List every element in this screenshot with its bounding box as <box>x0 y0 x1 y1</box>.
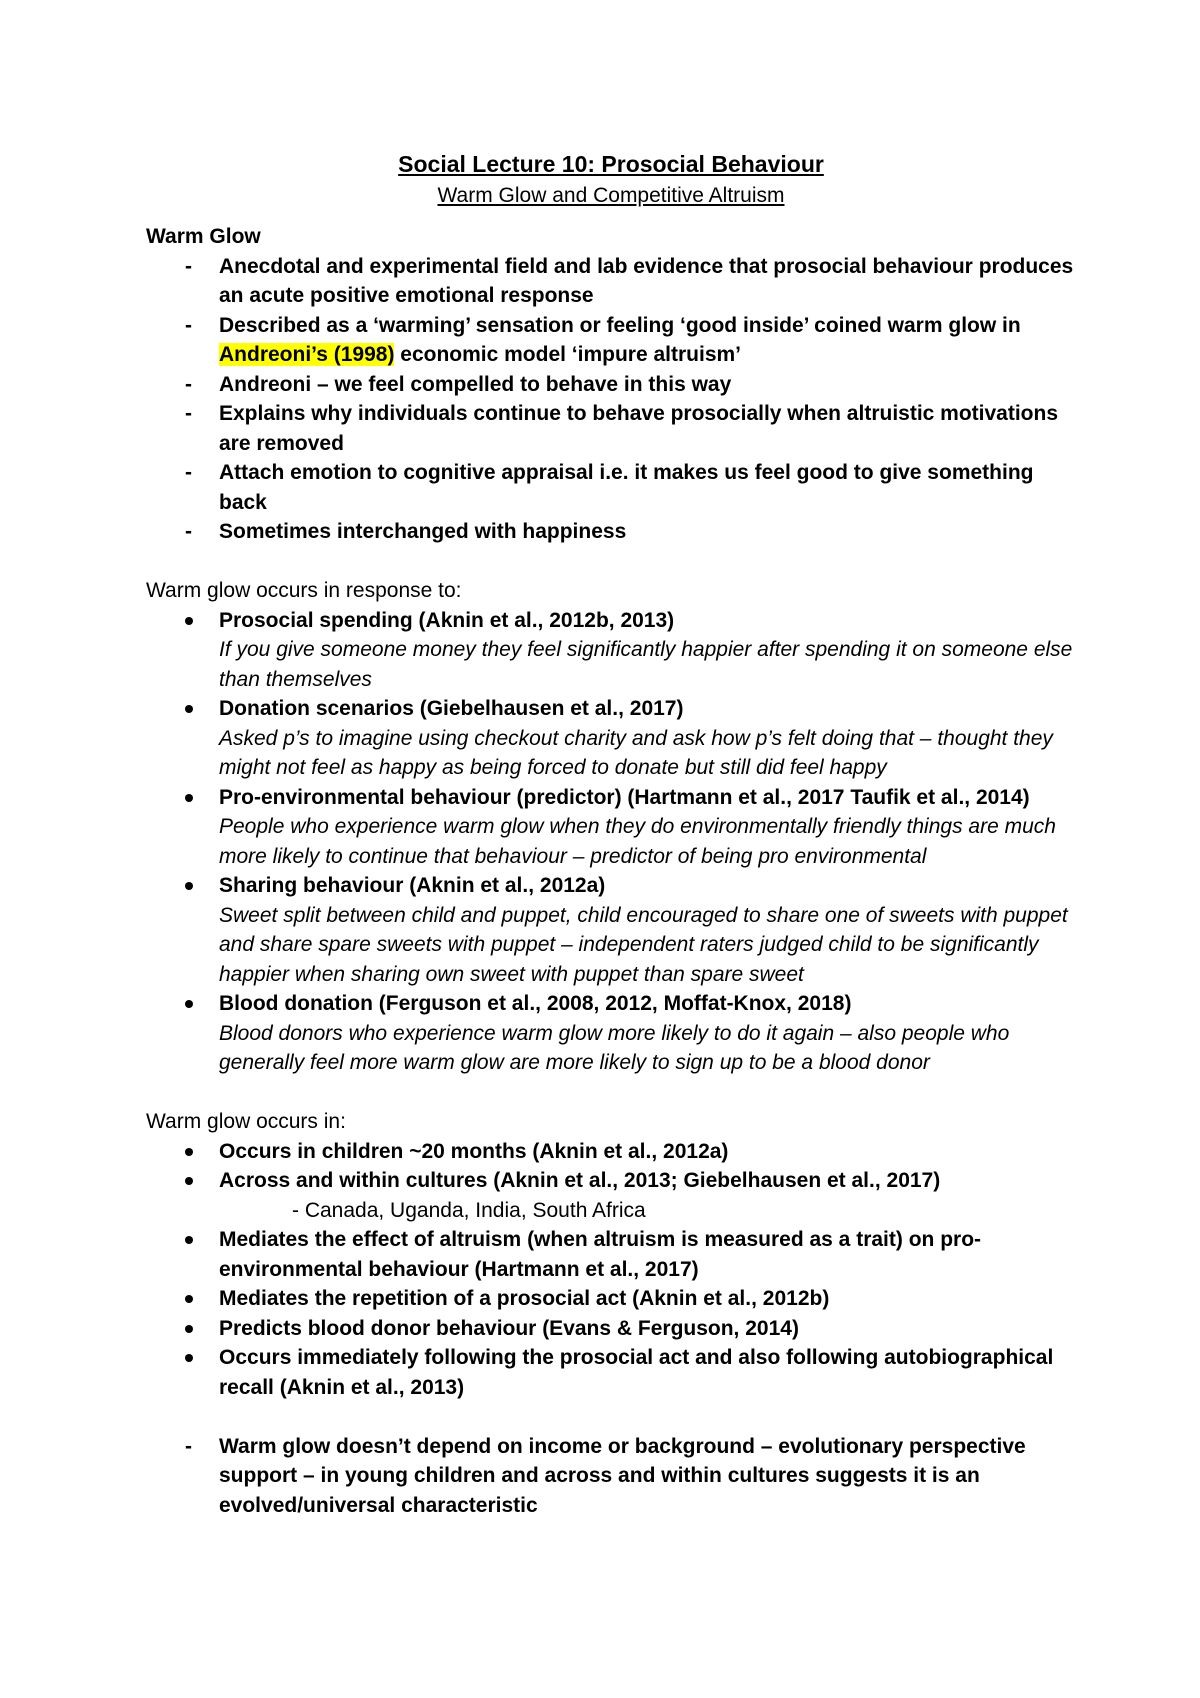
list-item-text-after: economic model ‘impure altruism’ <box>394 343 742 366</box>
list-item-sub-detail: - Canada, Uganda, India, South Africa <box>292 1198 646 1222</box>
list-item-label: Occurs immediately following the prosocial act and also following autobiographical recall (Aknin et al., 2013) <box>219 1346 1054 1399</box>
list-item-text-before: Described as a ‘warming’ sensation or feeling ‘good inside’ coined warm glow in <box>219 313 1021 337</box>
list-item <box>146 694 1076 783</box>
conclusion-list <box>146 1432 1076 1521</box>
list-item-text: Andreoni – we feel compelled to behave in this way <box>219 372 732 396</box>
section-heading-occurs-in: Warm glow occurs in: <box>146 1110 346 1133</box>
dash-marker <box>185 252 205 282</box>
list-item-text: Anecdotal and experimental field and lab evidence that prosocial behaviour produces an acute positive emotional response <box>219 254 1074 307</box>
document-content <box>146 148 1076 1520</box>
list-item-detail: Blood donors who experience warm glow more likely to do it again – also people who generally feel more warm glow are more likely to sign up to be a blood donor <box>219 1021 1010 1074</box>
list-item-label: Across and within cultures (Aknin et al., 2013; Giebelhausen et al., 2017) <box>219 1169 941 1192</box>
list-item <box>146 1284 1076 1314</box>
list-item <box>146 399 1076 458</box>
list-item <box>146 1432 1076 1521</box>
list-item-label: Mediates the repetition of a prosocial act (Aknin et al., 2012b) <box>219 1287 830 1310</box>
warm-glow-list <box>146 252 1076 547</box>
dash-marker <box>185 370 205 400</box>
list-item <box>146 458 1076 517</box>
dash-marker <box>185 458 205 488</box>
dash-marker <box>185 517 205 547</box>
list-item <box>146 311 1076 370</box>
dash-marker <box>185 311 205 341</box>
conclusion-text: Warm glow doesn’t depend on income or background – evolutionary perspective support – in young children and across and within cultures suggests it is an evolved/universal characteristic <box>219 1434 1026 1517</box>
list-item-detail: Asked p’s to imagine using checkout charity and ask how p’s felt doing that – thought they might not feel as happy as being forced to donate but still did feel happy <box>219 726 1053 779</box>
list-item-text: Explains why individuals continue to behave prosocially when altruistic motivations are removed <box>219 402 1059 455</box>
response-to-list <box>146 606 1076 1078</box>
section-heading-response-to: Warm glow occurs in response to: <box>146 579 462 602</box>
list-item-label: Prosocial spending (Aknin et al., 2012b, 2013) <box>219 608 675 632</box>
section-heading-warm-glow: Warm Glow <box>146 225 261 248</box>
list-item-text: Sometimes interchanged with happiness <box>219 520 627 543</box>
list-item-label: Pro-environmental behaviour (predictor) (Hartmann et al., 2017 Taufik et al., 2014) <box>219 785 1030 809</box>
list-item <box>146 783 1076 872</box>
dash-marker <box>185 1432 205 1462</box>
spacer <box>146 547 1076 577</box>
list-item-label: Mediates the effect of altruism (when altruism is measured as a trait) on pro-environmental behaviour (Hartmann et al., 2017) <box>219 1228 982 1281</box>
list-item <box>146 606 1076 695</box>
spacer <box>146 1402 1076 1432</box>
highlighted-citation: Andreoni’s (1998) <box>219 343 395 366</box>
list-item-label: Donation scenarios (Giebelhausen et al., 2017) <box>219 697 684 720</box>
list-item-detail: People who experience warm glow when they do environmentally friendly things are much more likely to continue that behaviour – predictor of being pro environmental <box>219 815 1056 868</box>
list-item <box>146 252 1076 311</box>
list-item <box>146 1166 1076 1225</box>
list-item <box>146 517 1076 547</box>
dash-marker <box>185 399 205 429</box>
list-item-detail: Sweet split between child and puppet, child encouraged to share one of sweets with puppet and share spare sweets with puppet – independent raters judged child to be significantly happier when sharing own sweet with puppet than spare sweet <box>219 903 1068 986</box>
list-item-text: Attach emotion to cognitive appraisal i.e. it makes us feel good to give something back <box>219 461 1034 514</box>
list-item <box>146 1343 1076 1402</box>
occurs-in-list <box>146 1137 1076 1403</box>
list-item-label: Occurs in children ~20 months (Aknin et al., 2012a) <box>219 1139 729 1163</box>
list-item <box>146 989 1076 1078</box>
list-item <box>146 1314 1076 1344</box>
list-item-label: Predicts blood donor behaviour (Evans & Ferguson, 2014) <box>219 1316 799 1340</box>
list-item-label: Sharing behaviour (Aknin et al., 2012a) <box>219 874 606 897</box>
spacer <box>146 1078 1076 1108</box>
list-item <box>146 871 1076 989</box>
list-item-label: Blood donation (Ferguson et al., 2008, 2012, Moffat-Knox, 2018) <box>219 992 852 1015</box>
document-subtitle: Warm Glow and Competitive Altruism <box>437 184 785 207</box>
document-title: Social Lecture 10: Prosocial Behaviour <box>398 151 824 177</box>
list-item <box>146 370 1076 400</box>
list-item <box>146 1137 1076 1167</box>
list-item <box>146 1225 1076 1284</box>
list-item-detail: If you give someone money they feel significantly happier after spending it on someone else than themselves <box>219 638 1073 691</box>
